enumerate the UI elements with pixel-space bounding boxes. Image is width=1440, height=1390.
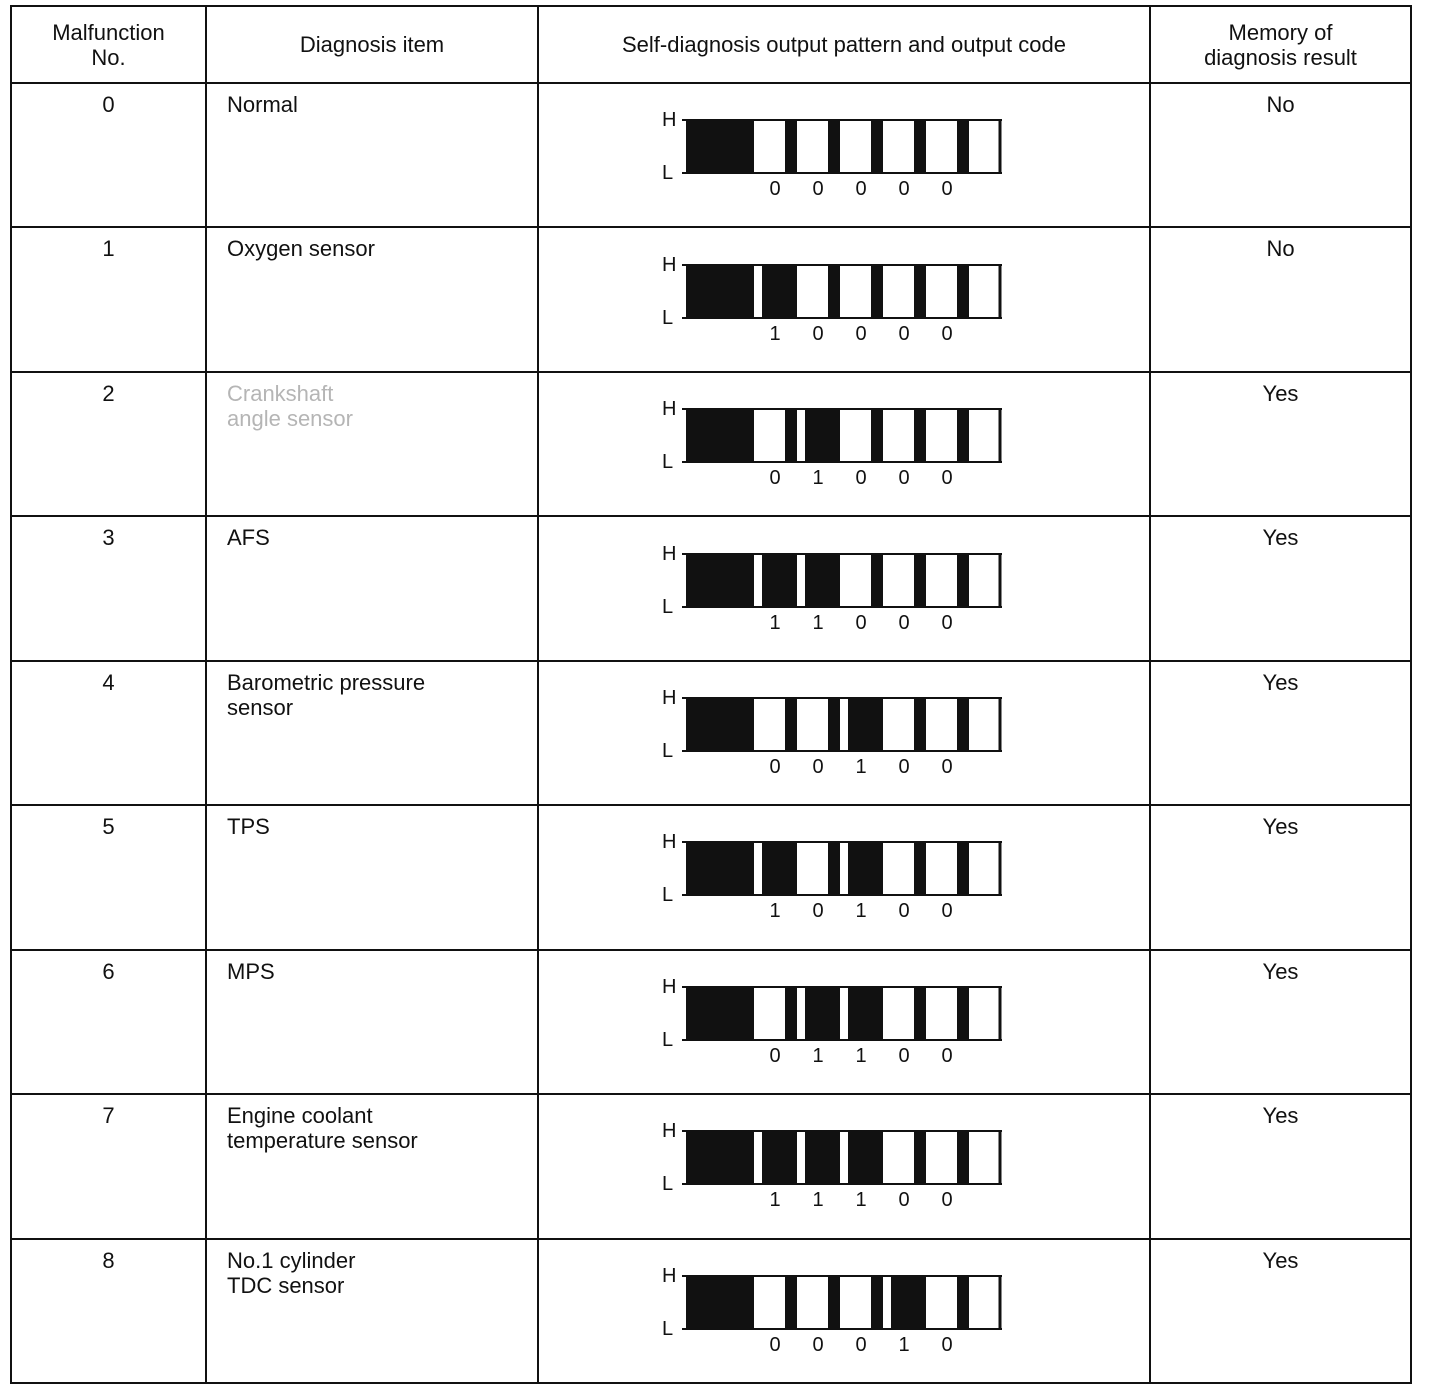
code-digit: 0 — [941, 755, 953, 778]
code-digit: 1 — [812, 467, 824, 490]
high-level-label: H — [662, 109, 677, 132]
diagnosis-item-line: Crankshaft — [227, 380, 334, 406]
code-digit: 1 — [769, 1189, 781, 1212]
code-digit: 0 — [898, 755, 910, 778]
code-digit: 0 — [898, 900, 910, 923]
output-pattern — [538, 516, 1150, 660]
code-bit — [856, 265, 884, 345]
code-digit: 0 — [855, 611, 867, 634]
header-output-pattern: Self-diagnosis output pattern and output code — [538, 6, 1150, 83]
code-bit — [942, 987, 970, 1067]
diagnosis-item-line: angle sensor — [227, 405, 353, 431]
code-bit — [813, 265, 841, 345]
code-digit: 0 — [812, 755, 824, 778]
code-digit: 0 — [855, 178, 867, 201]
start-pulse — [686, 120, 754, 173]
diagnosis-item — [206, 661, 538, 805]
code-bit — [762, 265, 797, 345]
code-digit: 0 — [769, 1044, 781, 1067]
low-level-label: L — [662, 162, 674, 185]
low-level-label: L — [662, 1028, 674, 1051]
malfunction-number: 3 — [11, 516, 206, 660]
code-digit: 0 — [812, 322, 824, 345]
diagnosis-item — [206, 805, 538, 949]
code-bit — [856, 554, 884, 634]
code-digit: 1 — [855, 755, 867, 778]
memory-result: Yes — [1150, 805, 1411, 949]
code-digit: 1 — [812, 1044, 824, 1067]
code-bit — [899, 265, 927, 345]
code-digit: 0 — [941, 178, 953, 201]
code-digit: 0 — [941, 1044, 953, 1067]
output-waveform — [644, 1261, 1044, 1361]
code-bit — [813, 842, 841, 922]
diagnosis-item-line: No.1 cylinder — [227, 1247, 356, 1273]
code-digit: 0 — [941, 322, 953, 345]
diagnosis-item — [206, 83, 538, 227]
high-level-label: H — [662, 398, 677, 421]
output-pattern — [538, 83, 1150, 227]
malfunction-number: 7 — [11, 1094, 206, 1238]
output-waveform — [644, 683, 1044, 783]
output-pattern — [538, 1239, 1150, 1384]
diagnosis-item — [206, 227, 538, 371]
code-digit: 1 — [898, 1333, 910, 1356]
diagnosis-item-line: TDC sensor — [227, 1272, 345, 1298]
code-bit — [770, 987, 798, 1067]
malfunction-number: 8 — [11, 1239, 206, 1384]
code-digit: 1 — [855, 1044, 867, 1067]
diagnosis-item-line: TPS — [227, 814, 270, 840]
output-waveform — [644, 394, 1044, 494]
code-bit — [770, 409, 798, 489]
code-digit: 0 — [812, 178, 824, 201]
code-bit — [805, 554, 840, 634]
code-bit — [942, 1276, 970, 1356]
high-level-label: H — [662, 975, 677, 998]
memory-result: Yes — [1150, 372, 1411, 516]
malfunction-number: 1 — [11, 227, 206, 371]
diagnosis-item-line: Barometric pressure — [227, 669, 426, 695]
start-pulse — [686, 987, 754, 1040]
output-pattern — [538, 805, 1150, 949]
high-level-label: H — [662, 1120, 677, 1143]
code-digit: 1 — [769, 900, 781, 923]
low-level-label: L — [662, 1173, 674, 1196]
table-row — [11, 805, 1411, 949]
code-digit: 1 — [855, 1189, 867, 1212]
code-bit — [899, 698, 927, 778]
output-waveform — [644, 827, 1044, 927]
start-pulse — [686, 1276, 754, 1329]
header-malfunction-no — [11, 6, 206, 83]
output-pattern — [538, 950, 1150, 1094]
malfunction-number: 5 — [11, 805, 206, 949]
low-level-label: L — [662, 595, 674, 618]
code-digit: 0 — [898, 467, 910, 490]
high-level-label: H — [662, 1264, 677, 1287]
code-digit: 0 — [898, 611, 910, 634]
memory-result: Yes — [1150, 1239, 1411, 1384]
memory-result: Yes — [1150, 1094, 1411, 1238]
code-bit — [813, 1276, 841, 1356]
code-bit — [762, 842, 797, 922]
table-row — [11, 227, 1411, 371]
code-digit: 0 — [898, 178, 910, 201]
code-digit: 0 — [769, 178, 781, 201]
table-row — [11, 1094, 1411, 1238]
code-bit — [899, 842, 927, 922]
diagnosis-item — [206, 1094, 538, 1238]
code-digit: 1 — [769, 322, 781, 345]
malfunction-number: 4 — [11, 661, 206, 805]
code-bit — [891, 1276, 926, 1356]
output-waveform — [644, 972, 1044, 1072]
code-bit — [805, 1131, 840, 1211]
code-bit — [856, 409, 884, 489]
code-digit: 1 — [812, 1189, 824, 1212]
code-digit: 1 — [769, 611, 781, 634]
memory-result: Yes — [1150, 950, 1411, 1094]
low-level-label: L — [662, 1317, 674, 1340]
low-level-label: L — [662, 739, 674, 762]
output-pattern — [538, 1094, 1150, 1238]
header-memory — [1150, 6, 1411, 83]
malfunction-number: 6 — [11, 950, 206, 1094]
diagnosis-table — [10, 5, 1412, 1384]
code-digit: 0 — [769, 467, 781, 490]
low-level-label: L — [662, 306, 674, 329]
diagnosis-item — [206, 516, 538, 660]
code-digit: 0 — [898, 1044, 910, 1067]
diagnosis-item-line: temperature sensor — [227, 1128, 418, 1154]
code-bit — [848, 1131, 883, 1211]
table-row — [11, 661, 1411, 805]
diagnosis-item-line: MPS — [227, 958, 275, 984]
table-body — [11, 83, 1411, 1383]
table-row — [11, 950, 1411, 1094]
diagnosis-item — [206, 950, 538, 1094]
diagnosis-item-line: Normal — [227, 92, 298, 117]
code-digit: 0 — [855, 1333, 867, 1356]
code-digit: 0 — [898, 1189, 910, 1212]
code-bit — [899, 1131, 927, 1211]
code-bit — [856, 1276, 884, 1356]
code-digit: 0 — [941, 467, 953, 490]
code-digit: 0 — [941, 900, 953, 923]
header-memory-line-2: diagnosis result — [1204, 44, 1357, 70]
high-level-label: H — [662, 253, 677, 276]
code-digit: 0 — [941, 1189, 953, 1212]
code-digit: 0 — [941, 611, 953, 634]
code-bit — [942, 120, 970, 200]
output-pattern — [538, 227, 1150, 371]
code-bit — [856, 120, 884, 200]
code-digit: 1 — [812, 611, 824, 634]
malfunction-number: 0 — [11, 83, 206, 227]
header-malfunction-line-2: No. — [91, 44, 126, 70]
code-digit: 0 — [769, 755, 781, 778]
start-pulse — [686, 265, 754, 318]
table-row — [11, 83, 1411, 227]
low-level-label: L — [662, 451, 674, 474]
code-bit — [848, 987, 883, 1067]
code-bit — [899, 409, 927, 489]
code-bit — [762, 554, 797, 634]
start-pulse — [686, 409, 754, 462]
diagnosis-item-line: sensor — [227, 694, 294, 720]
code-bit — [942, 842, 970, 922]
code-bit — [805, 409, 840, 489]
code-bit — [813, 698, 841, 778]
memory-result: No — [1150, 83, 1411, 227]
header-malfunction-line-1: Malfunction — [52, 19, 165, 45]
code-digit: 1 — [855, 900, 867, 923]
code-bit — [942, 554, 970, 634]
header-memory-line-1: Memory of — [1228, 19, 1333, 45]
start-pulse — [686, 698, 754, 751]
code-digit: 0 — [812, 900, 824, 923]
diagnosis-item — [206, 372, 538, 516]
start-pulse — [686, 842, 754, 895]
malfunction-number: 2 — [11, 372, 206, 516]
code-bit — [813, 120, 841, 200]
code-bit — [770, 698, 798, 778]
start-pulse — [686, 1131, 754, 1184]
code-bit — [848, 842, 883, 922]
code-bit — [899, 987, 927, 1067]
code-digit: 0 — [898, 322, 910, 345]
memory-result: Yes — [1150, 661, 1411, 805]
code-digit: 0 — [941, 1333, 953, 1356]
code-bit — [899, 120, 927, 200]
code-bit — [805, 987, 840, 1067]
memory-result: No — [1150, 227, 1411, 371]
code-bit — [899, 554, 927, 634]
code-bit — [942, 265, 970, 345]
output-pattern — [538, 661, 1150, 805]
diagnosis-item-line: AFS — [227, 525, 270, 551]
code-bit — [942, 698, 970, 778]
table-row — [11, 516, 1411, 660]
code-digit: 0 — [812, 1333, 824, 1356]
code-bit — [770, 1276, 798, 1356]
code-digit: 0 — [769, 1333, 781, 1356]
code-bit — [942, 409, 970, 489]
header-diagnosis-item: Diagnosis item — [206, 6, 538, 83]
output-waveform — [644, 250, 1044, 350]
code-bit — [762, 1131, 797, 1211]
memory-result: Yes — [1150, 516, 1411, 660]
table-row — [11, 1239, 1411, 1384]
code-bit — [770, 120, 798, 200]
output-pattern — [538, 372, 1150, 516]
table-row — [11, 372, 1411, 516]
output-waveform — [644, 539, 1044, 639]
high-level-label: H — [662, 831, 677, 854]
high-level-label: H — [662, 686, 677, 709]
diagnosis-item-line: Oxygen sensor — [227, 236, 375, 262]
start-pulse — [686, 554, 754, 607]
code-bit — [942, 1131, 970, 1211]
diagnosis-item-line: Engine coolant — [227, 1103, 373, 1129]
low-level-label: L — [662, 884, 674, 907]
header-row — [11, 6, 1411, 83]
output-waveform — [644, 105, 1044, 205]
diagnosis-item — [206, 1239, 538, 1384]
high-level-label: H — [662, 542, 677, 565]
code-bit — [848, 698, 883, 778]
code-digit: 0 — [855, 467, 867, 490]
output-waveform — [644, 1116, 1044, 1216]
code-digit: 0 — [855, 322, 867, 345]
